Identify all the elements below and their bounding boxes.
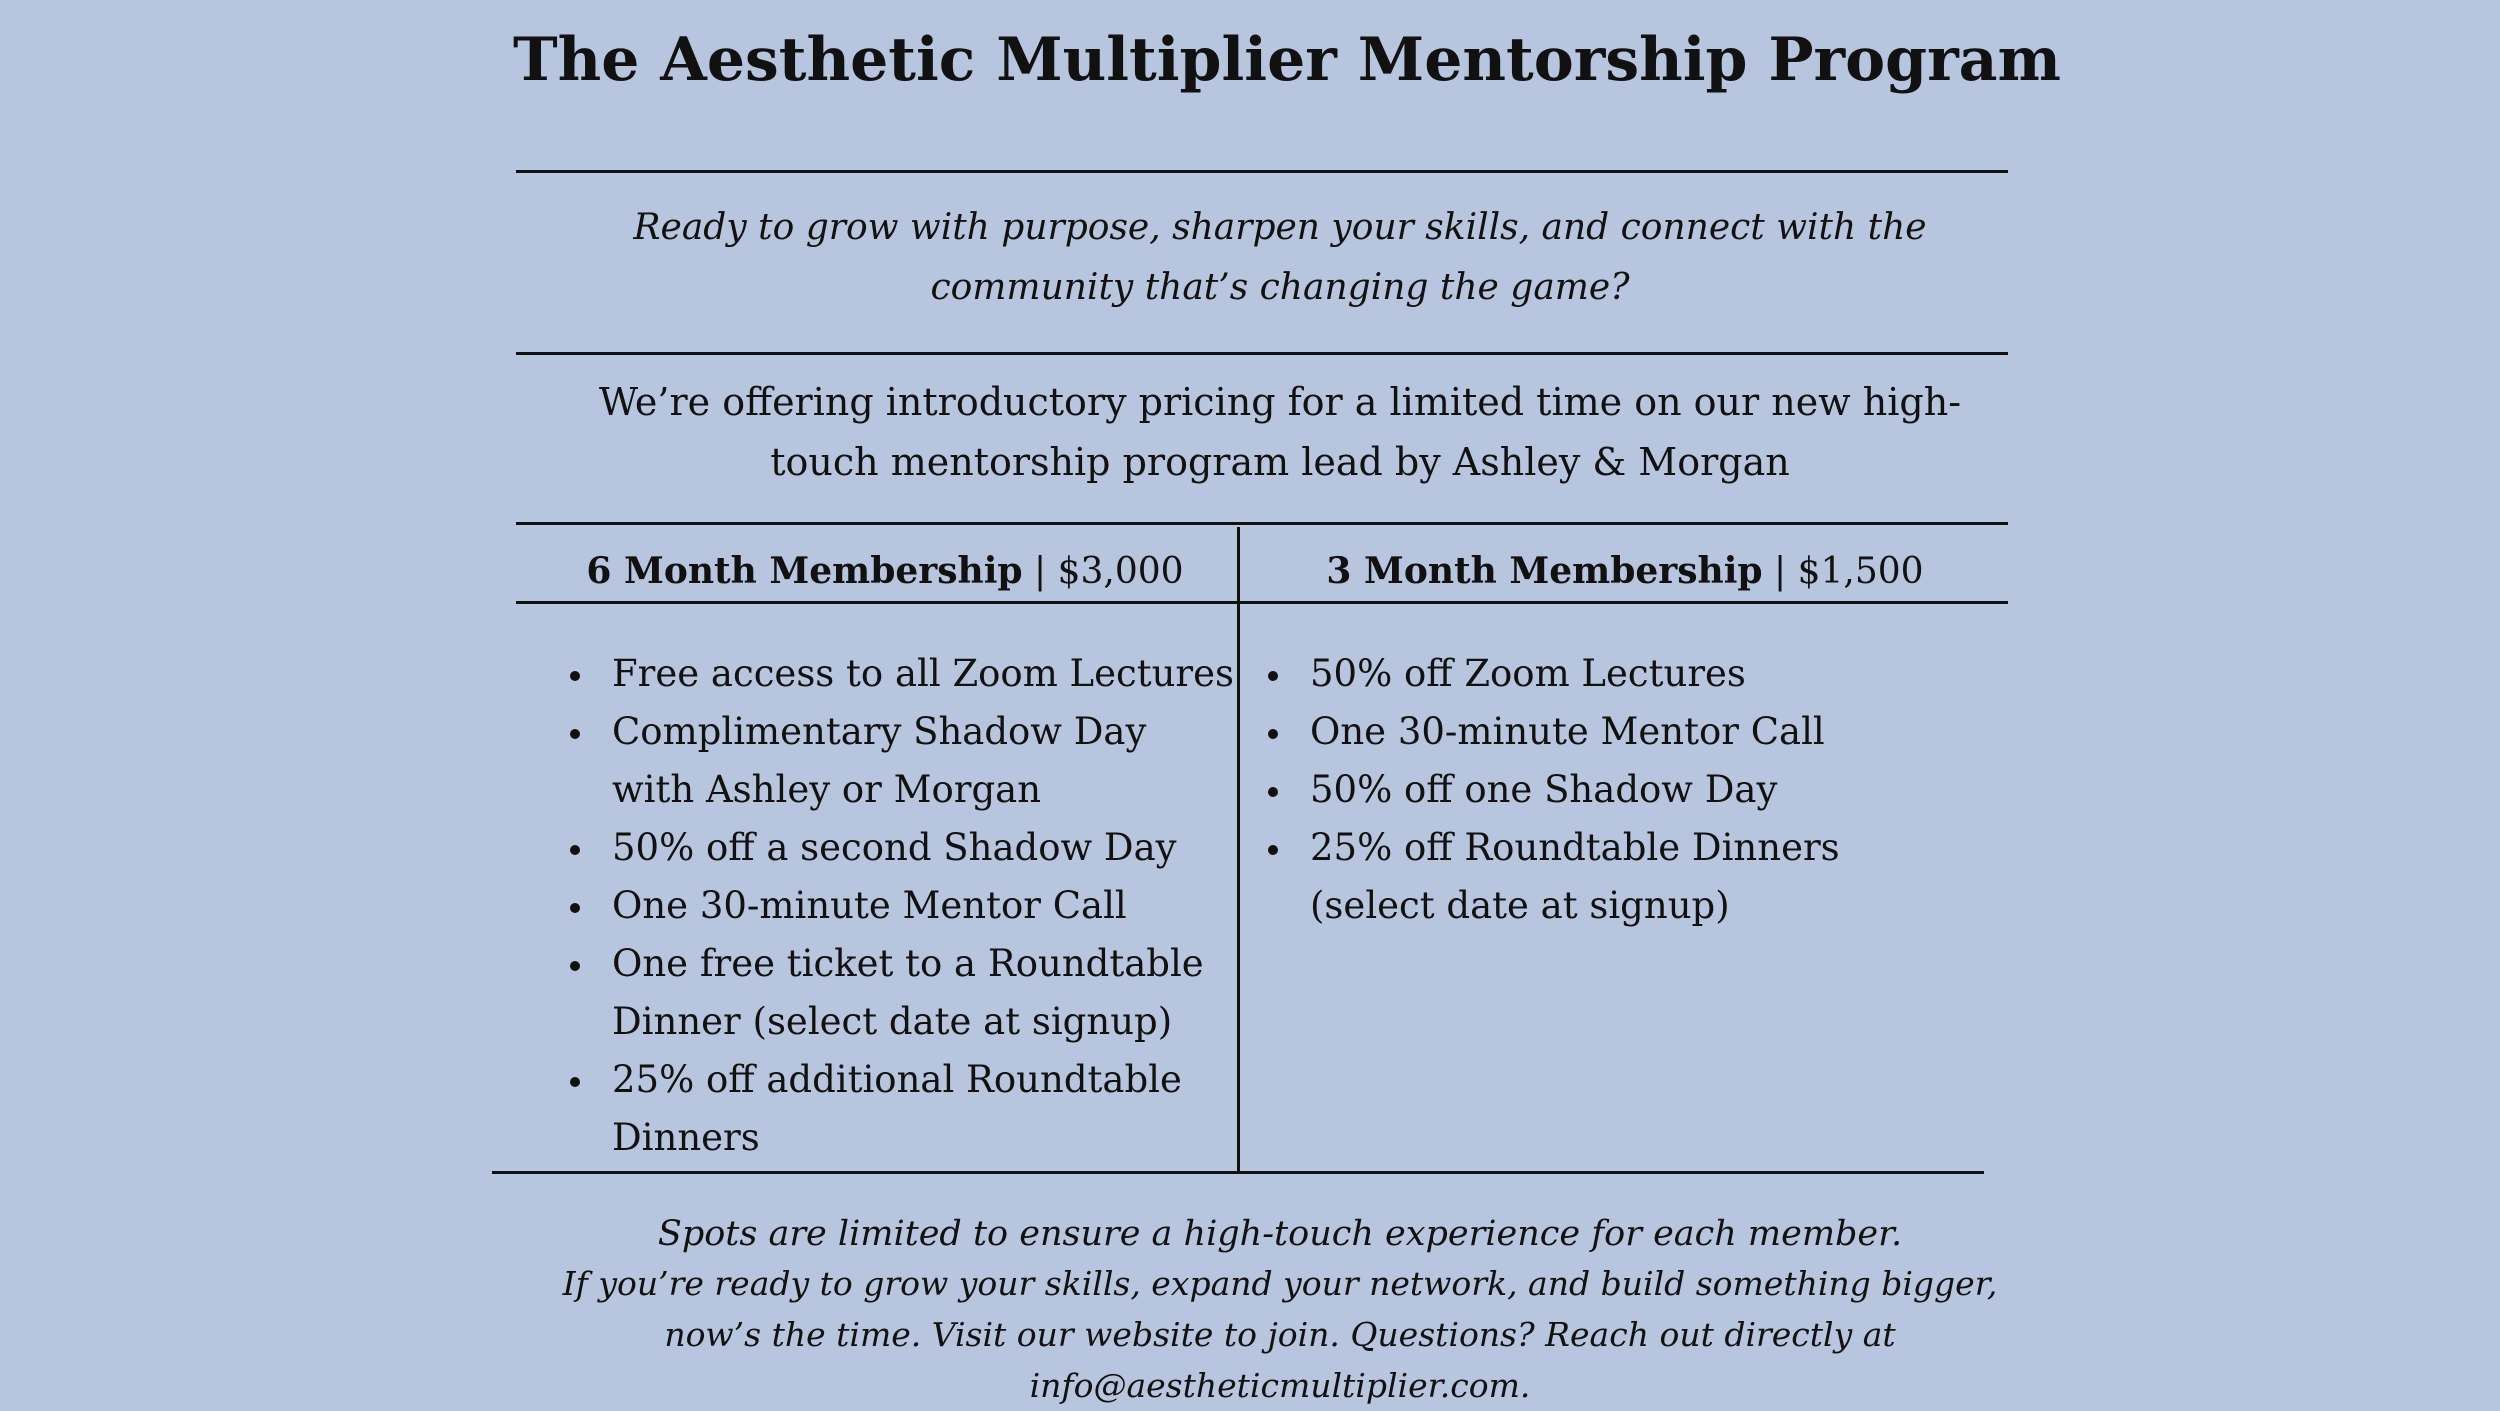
plan-name: 6 Month Membership (586, 550, 1023, 592)
list-item: One 30-minute Mentor Call (570, 877, 1235, 935)
list-item: Free access to all Zoom Lectures (570, 645, 1235, 703)
divider-pricing-top (516, 522, 2008, 525)
divider-top (516, 170, 2008, 173)
divider-plan-header (516, 601, 2008, 604)
list-item: One free ticket to a Roundtable Dinner (select date at signup) (570, 935, 1235, 1051)
benefit-list-3-month (1268, 645, 1888, 935)
benefit-list-6-month (570, 645, 1235, 1167)
plan-price: | $1,500 (1774, 551, 1924, 592)
column-divider (1237, 527, 1240, 1173)
plan-name: 3 Month Membership (1326, 550, 1763, 592)
list-item: 50% off one Shadow Day (1268, 761, 1888, 819)
plan-header-3-month (1240, 538, 2010, 604)
divider-pricing-bottom (492, 1171, 1984, 1174)
list-item: 25% off Roundtable Dinners (select date at signup) (1268, 819, 1888, 935)
page-title: The Aesthetic Multiplier Mentorship Program (512, 25, 2062, 95)
intro-tagline: Ready to grow with purpose, sharpen your skills, and connect with the community that’s changing the game? (633, 207, 1927, 308)
offer-text: We’re offering introductory pricing for a limited time on our new high-touch mentorship program lead by Ashley & Morgan (598, 380, 1962, 484)
list-item: 25% off additional Roundtable Dinners (570, 1051, 1235, 1167)
plan-price: | $3,000 (1034, 551, 1184, 592)
list-item: Complimentary Shadow Day with Ashley or Morgan (570, 703, 1235, 819)
divider-intro (516, 352, 2008, 355)
plan-header-6-month (520, 538, 1250, 604)
footer-limited-spots: Spots are limited to ensure a high-touch experience for each member. (657, 1214, 1903, 1254)
list-item: 50% off Zoom Lectures (1268, 645, 1888, 703)
footer-call-to-action: If you’re ready to grow your skills, expand your network, and build something bigger, now’s the time. Visit our website to join. Questions? Reach out directly at info@aestheticmultiplier.com. (562, 1264, 1998, 1405)
list-item: 50% off a second Shadow Day (570, 819, 1235, 877)
list-item: One 30-minute Mentor Call (1268, 703, 1888, 761)
